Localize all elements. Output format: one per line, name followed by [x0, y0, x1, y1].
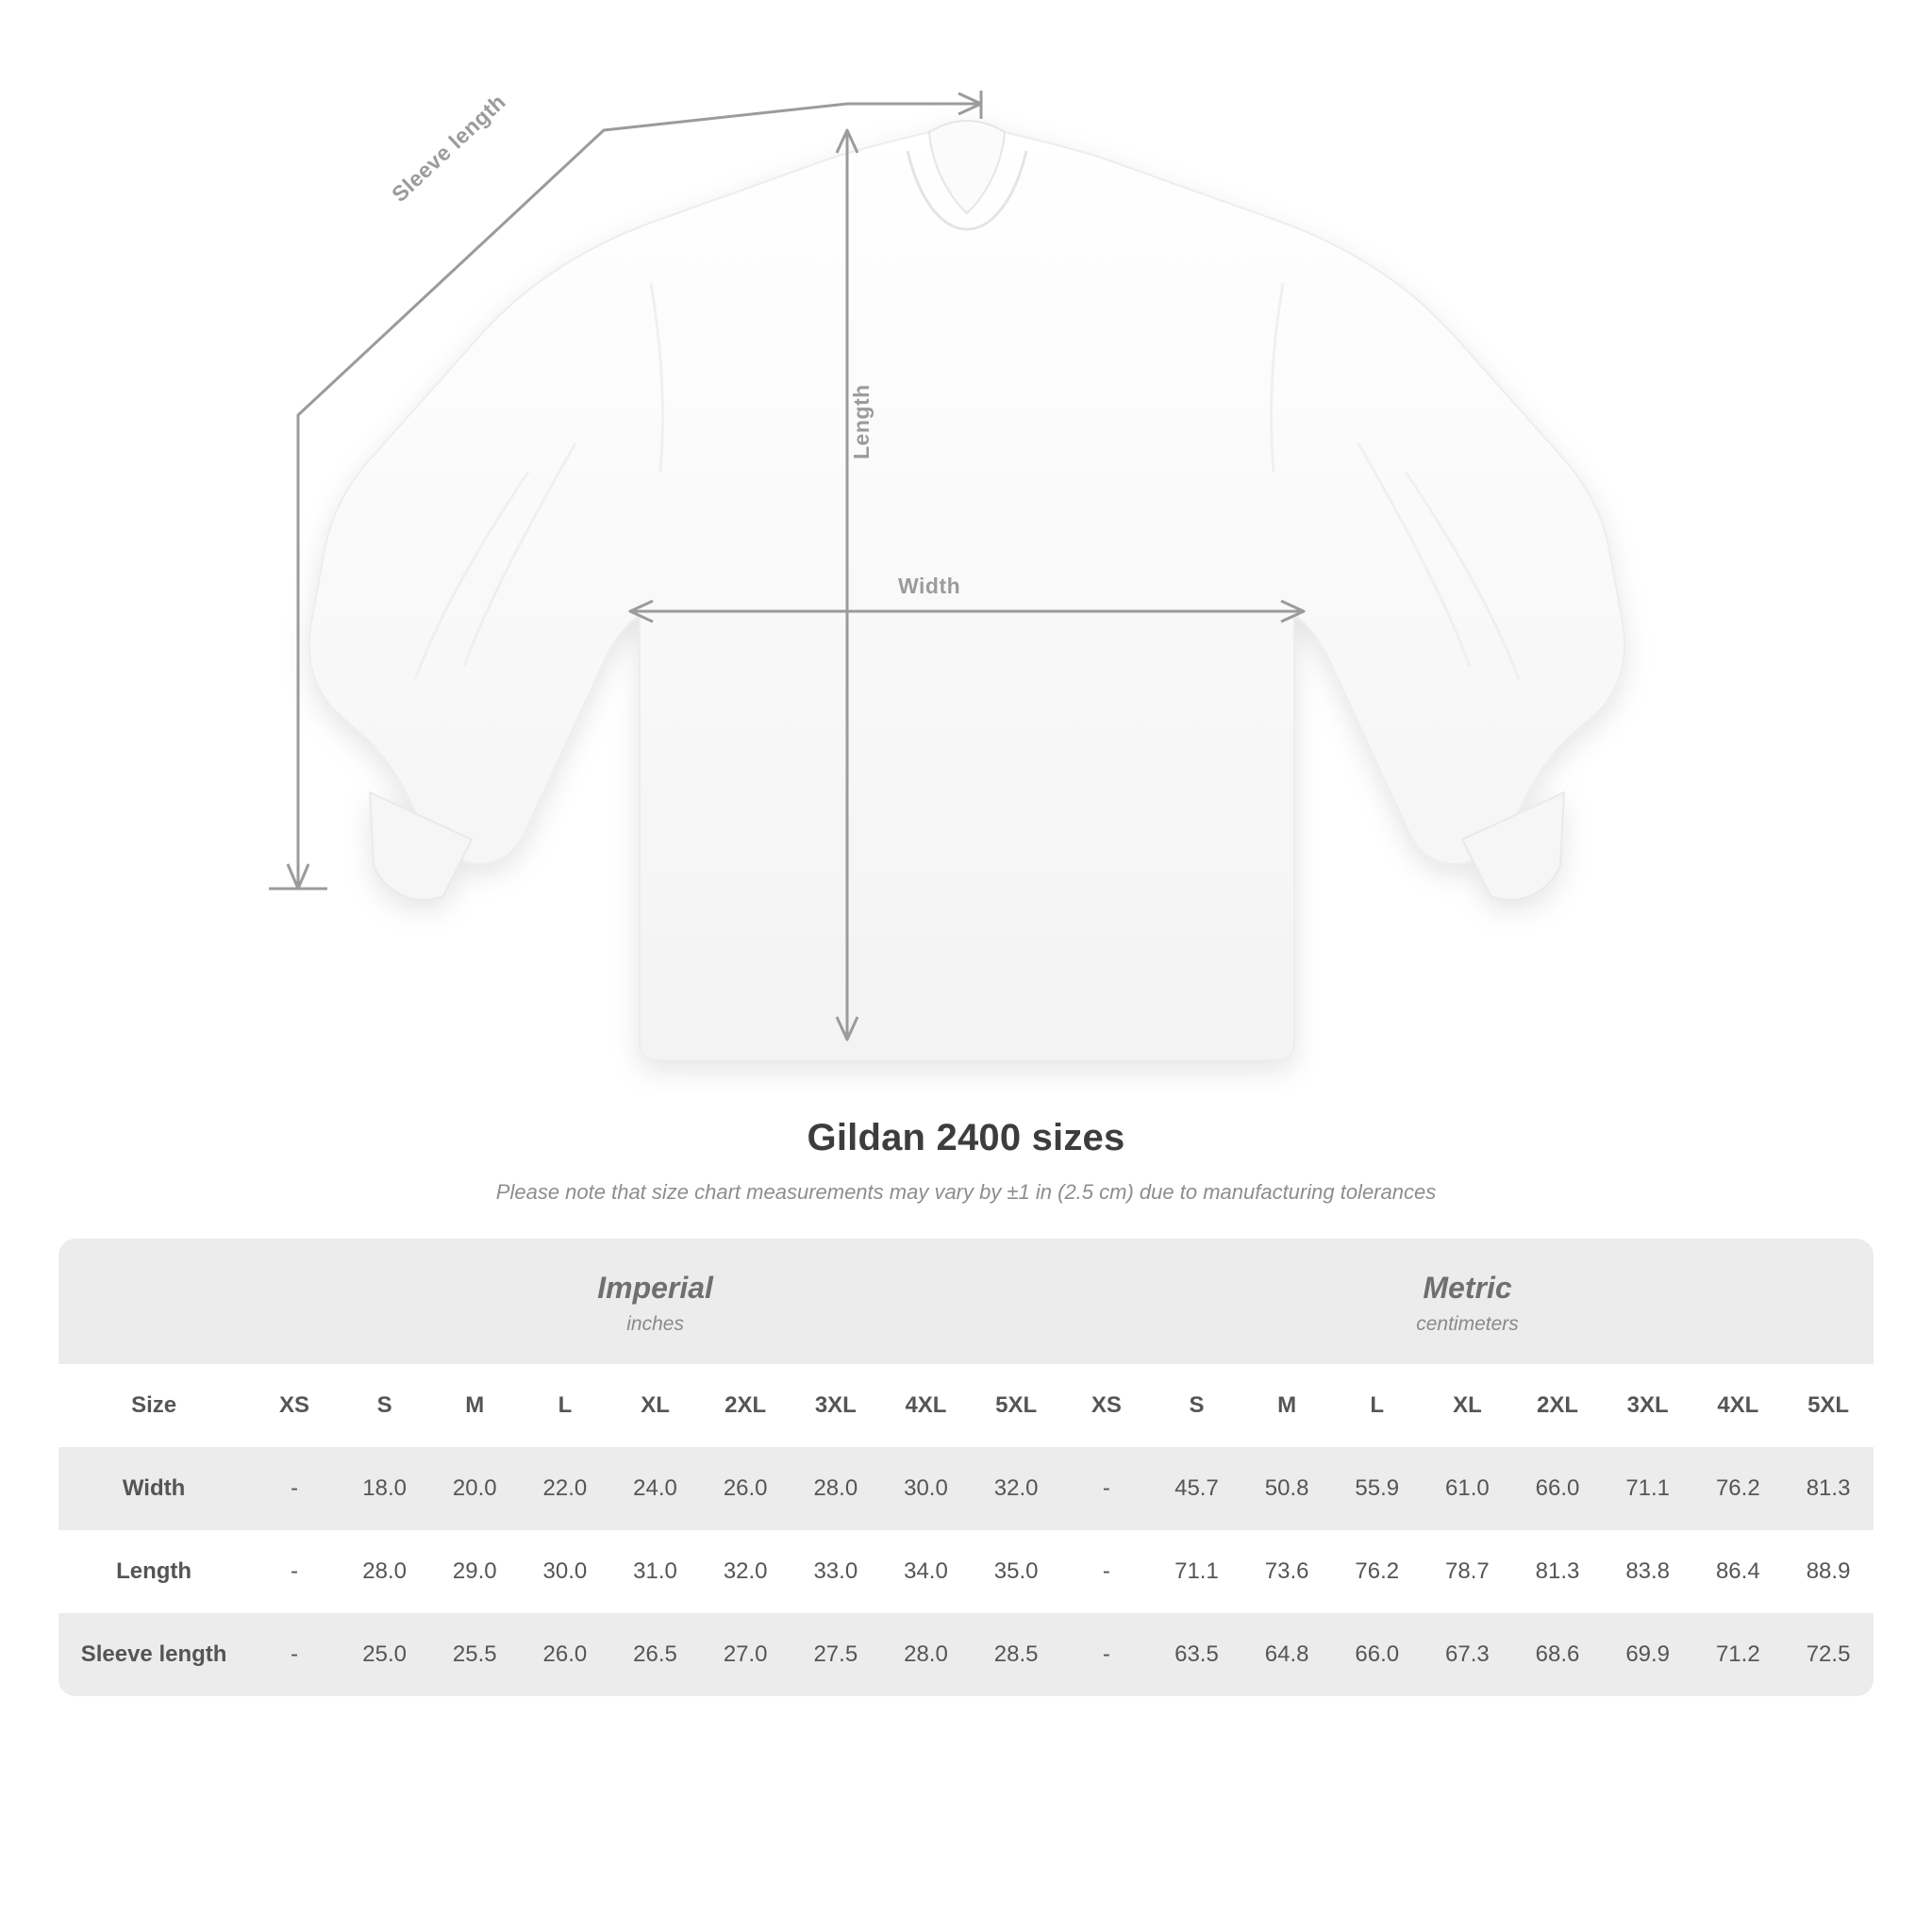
cell-length-metric-s: 71.1: [1152, 1530, 1242, 1613]
cell-sleeve-metric-5xl: 72.5: [1783, 1613, 1874, 1696]
size-header-metric-xl: XL: [1423, 1364, 1513, 1447]
cell-sleeve-metric-3xl: 69.9: [1603, 1613, 1693, 1696]
size-header-metric-s: S: [1152, 1364, 1242, 1447]
cell-sleeve-metric-m: 64.8: [1241, 1613, 1332, 1696]
length-dimension-label: Length: [849, 384, 874, 459]
size-header-metric-l: L: [1332, 1364, 1423, 1447]
cell-length-metric-5xl: 88.9: [1783, 1530, 1874, 1613]
unit-header-row: [58, 1239, 1874, 1364]
cell-sleeve-imperial-4xl: 28.0: [881, 1613, 972, 1696]
size-header-imperial-l: L: [520, 1364, 610, 1447]
cell-width-metric-5xl: 81.3: [1783, 1447, 1874, 1530]
cell-sleeve-imperial-xs: -: [249, 1613, 340, 1696]
page-title: Gildan 2400 sizes: [807, 1117, 1125, 1158]
cell-width-imperial-l: 22.0: [520, 1447, 610, 1530]
cell-sleeve-imperial-m: 25.5: [429, 1613, 520, 1696]
sleeve-length-dimension-label: Sleeve length: [387, 89, 510, 208]
size-header-imperial-m: M: [429, 1364, 520, 1447]
cell-width-imperial-xl: 24.0: [610, 1447, 701, 1530]
cell-length-imperial-3xl: 33.0: [791, 1530, 881, 1613]
size-header-imperial-xs: XS: [249, 1364, 340, 1447]
cell-width-imperial-s: 18.0: [340, 1447, 430, 1530]
cell-width-metric-s: 45.7: [1152, 1447, 1242, 1530]
row-label-length: Length: [58, 1530, 249, 1613]
cell-width-metric-m: 50.8: [1241, 1447, 1332, 1530]
table-row: [58, 1530, 1874, 1613]
cell-length-imperial-xl: 31.0: [610, 1530, 701, 1613]
size-corner-label: Size: [58, 1364, 249, 1447]
cell-sleeve-metric-l: 66.0: [1332, 1613, 1423, 1696]
cell-length-imperial-xs: -: [249, 1530, 340, 1613]
size-header-imperial-4xl: 4XL: [881, 1364, 972, 1447]
size-header-imperial-3xl: 3XL: [791, 1364, 881, 1447]
cell-length-imperial-s: 28.0: [340, 1530, 430, 1613]
size-header-imperial-xl: XL: [610, 1364, 701, 1447]
size-header-imperial-5xl: 5XL: [971, 1364, 1061, 1447]
size-header-imperial-s: S: [340, 1364, 430, 1447]
table-row: [58, 1613, 1874, 1696]
cell-length-metric-m: 73.6: [1241, 1530, 1332, 1613]
cell-length-imperial-2xl: 32.0: [700, 1530, 791, 1613]
cell-length-metric-xs: -: [1061, 1530, 1152, 1613]
cell-length-metric-3xl: 83.8: [1603, 1530, 1693, 1613]
cell-sleeve-imperial-5xl: 28.5: [971, 1613, 1061, 1696]
cell-width-imperial-3xl: 28.0: [791, 1447, 881, 1530]
width-dimension-label: Width: [898, 574, 961, 598]
row-label-sleeve-length: Sleeve length: [58, 1613, 249, 1696]
cell-width-metric-2xl: 66.0: [1512, 1447, 1603, 1530]
size-header-metric-3xl: 3XL: [1603, 1364, 1693, 1447]
tolerance-note: Please note that size chart measurements may vary by ±1 in (2.5 cm) due to manufacturing tolerances: [495, 1180, 1437, 1204]
unit-metric-sub: centimeters: [1416, 1313, 1519, 1335]
cell-width-metric-3xl: 71.1: [1603, 1447, 1693, 1530]
cell-length-metric-2xl: 81.3: [1512, 1530, 1603, 1613]
cell-length-imperial-5xl: 35.0: [971, 1530, 1061, 1613]
size-header-metric-5xl: 5XL: [1783, 1364, 1874, 1447]
cell-length-imperial-m: 29.0: [429, 1530, 520, 1613]
table-row: [58, 1447, 1874, 1530]
size-table-container: [58, 1239, 1874, 1696]
cell-width-metric-4xl: 76.2: [1693, 1447, 1784, 1530]
size-header-metric-m: M: [1241, 1364, 1332, 1447]
size-header-row: [58, 1364, 1874, 1447]
cell-width-imperial-2xl: 26.0: [700, 1447, 791, 1530]
cell-sleeve-metric-xs: -: [1061, 1613, 1152, 1696]
unit-corner-cell: [58, 1239, 249, 1364]
cell-length-metric-l: 76.2: [1332, 1530, 1423, 1613]
cell-width-imperial-4xl: 30.0: [881, 1447, 972, 1530]
unit-imperial-name: Imperial: [597, 1271, 713, 1305]
size-header-metric-xs: XS: [1061, 1364, 1152, 1447]
unit-metric-cell: [1061, 1239, 1874, 1364]
unit-imperial-cell: [249, 1239, 1061, 1364]
cell-sleeve-imperial-3xl: 27.5: [791, 1613, 881, 1696]
cell-length-imperial-4xl: 34.0: [881, 1530, 972, 1613]
cell-width-metric-xs: -: [1061, 1447, 1152, 1530]
cell-sleeve-metric-4xl: 71.2: [1693, 1613, 1784, 1696]
cell-length-metric-4xl: 86.4: [1693, 1530, 1784, 1613]
cell-sleeve-imperial-l: 26.0: [520, 1613, 610, 1696]
row-label-width: Width: [58, 1447, 249, 1530]
cell-width-metric-l: 55.9: [1332, 1447, 1423, 1530]
size-header-metric-2xl: 2XL: [1512, 1364, 1603, 1447]
cell-sleeve-metric-xl: 67.3: [1423, 1613, 1513, 1696]
title-block: [0, 1117, 1932, 1205]
unit-metric-name: Metric: [1423, 1271, 1512, 1305]
cell-sleeve-imperial-xl: 26.5: [610, 1613, 701, 1696]
cell-sleeve-imperial-2xl: 27.0: [700, 1613, 791, 1696]
cell-width-imperial-xs: -: [249, 1447, 340, 1530]
cell-width-metric-xl: 61.0: [1423, 1447, 1513, 1530]
cell-width-imperial-m: 20.0: [429, 1447, 520, 1530]
cell-sleeve-imperial-s: 25.0: [340, 1613, 430, 1696]
cell-sleeve-metric-2xl: 68.6: [1512, 1613, 1603, 1696]
size-table: [58, 1239, 1874, 1696]
shirt-shape: [309, 121, 1624, 1060]
cell-length-metric-xl: 78.7: [1423, 1530, 1513, 1613]
cell-width-imperial-5xl: 32.0: [971, 1447, 1061, 1530]
size-header-imperial-2xl: 2XL: [700, 1364, 791, 1447]
size-header-metric-4xl: 4XL: [1693, 1364, 1784, 1447]
cell-sleeve-metric-s: 63.5: [1152, 1613, 1242, 1696]
unit-imperial-sub: inches: [626, 1313, 684, 1335]
cell-length-imperial-l: 30.0: [520, 1530, 610, 1613]
